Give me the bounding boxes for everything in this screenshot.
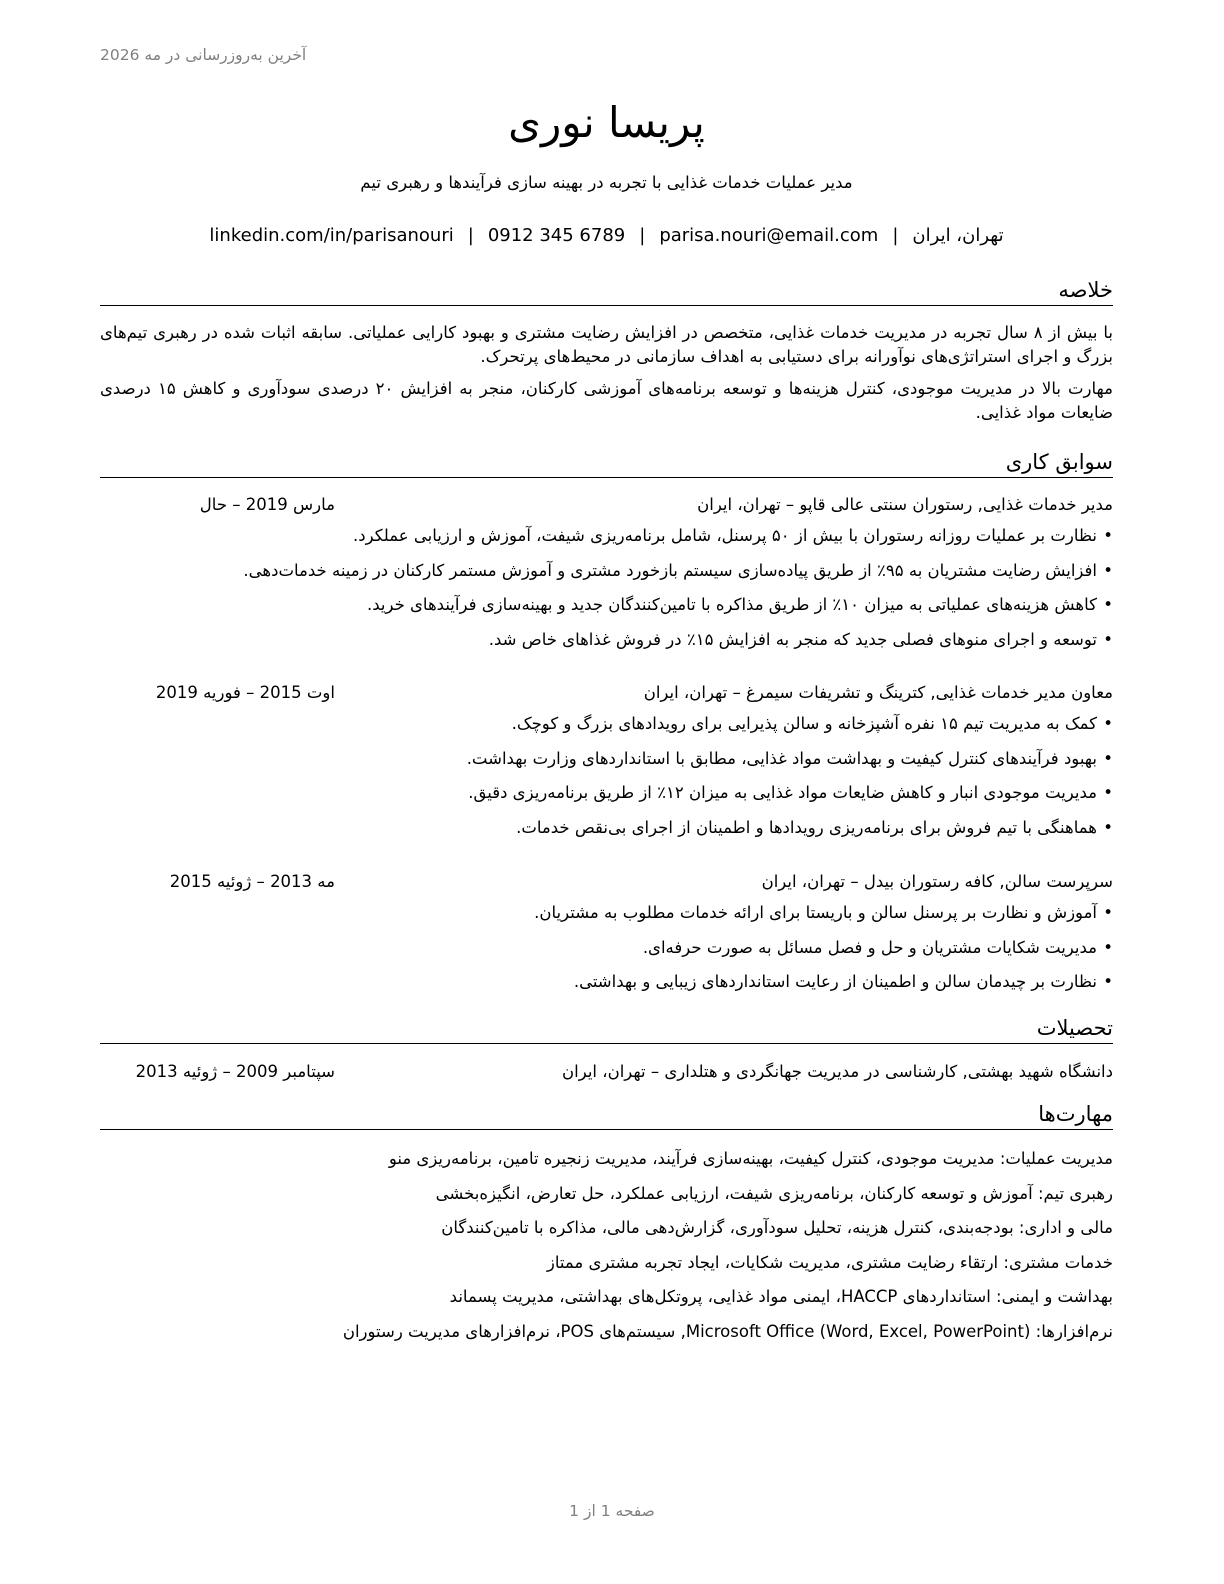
- skill-line: نرم‌افزارها: Microsoft Office (Word, Excel, PowerPoint), سیستم‌های POS، نرم‌افزارهای مدیریت رستوران: [342, 1321, 1113, 1341]
- skill-line: رهبری تیم: آموزش و توسعه کارکنان، برنامه‌ریزی شیفت، ارزیابی عملکرد، حل تعارض، انگیزه‌بخشی: [435, 1183, 1113, 1203]
- skill-line: مدیریت عملیات: مدیریت موجودی، کنترل کیفیت، بهینه‌سازی فرآیند، مدیریت زنجیره تامین، برنامه‌ریزی منو: [388, 1149, 1113, 1168]
- candidate-name: پریسا نوری: [508, 98, 705, 147]
- linkedin-link[interactable]: linkedin.com/in/parisanouri: [209, 225, 454, 246]
- job-title: سرپرست سالن, کافه رستوران بیدل – تهران، ایران: [761, 872, 1113, 891]
- job-bullet: • مدیریت موجودی انبار و کاهش ضایعات مواد غذایی به میزان ۱۲٪ از طریق برنامه‌ریزی دقیق.: [100, 778, 1113, 813]
- job-bullet: • هماهنگی با تیم فروش برای برنامه‌ریزی رویدادها و اطمینان از اجرای بی‌نقص خدمات.: [100, 813, 1113, 848]
- job-bullet: • افزایش رضایت مشتریان به ۹۵٪ از طریق پیاده‌سازی سیستم بازخورد مشتری و آموزش مستمر کارکنان در زمینه خدمات‌دهی.: [100, 556, 1113, 591]
- candidate-headline: مدیر عملیات خدمات غذایی با تجربه در بهینه سازی فرآیندها و رهبری تیم: [360, 173, 853, 192]
- job-bullet: • نظارت بر چیدمان سالن و اطمینان از رعایت استانداردهای زیبایی و بهداشتی.: [100, 967, 1113, 1002]
- job-bullet: • کمک به مدیریت تیم ۱۵ نفره آشپزخانه و سالن پذیرایی برای رویدادهای بزرگ و کوچک.: [100, 709, 1113, 744]
- summary-body: [100, 321, 1113, 433]
- job-header: [100, 869, 1113, 895]
- job-bullet: • کاهش هزینه‌های عملیاتی به میزان ۱۰٪ از طریق مذاکره با تامین‌کنندگان جدید و بهینه‌سازی فرآیندهای خرید.: [100, 590, 1113, 625]
- skills-list: [100, 1145, 1113, 1352]
- education-entry: [100, 1059, 1113, 1085]
- skills-heading: مهارت‌ها: [100, 1101, 1113, 1130]
- skill-line: مالی و اداری: بودجه‌بندی، کنترل هزینه، تحلیل سودآوری، گزارش‌دهی مالی، مذاکره با تامین‌کنندگان: [441, 1218, 1113, 1237]
- job-bullet: • توسعه و اجرای منوهای فصلی جدید که منجر به افزایش ۱۵٪ در فروش غذاهای خاص شد.: [100, 625, 1113, 660]
- contact-line: [100, 224, 1113, 248]
- email-link[interactable]: parisa.nouri@email.com: [659, 225, 879, 246]
- job-dates: مه 2013 – ژوئیه 2015: [169, 872, 335, 891]
- skill-line: خدمات مشتری: ارتقاء رضایت مشتری، مدیریت شکایات، ایجاد تجربه مشتری ممتاز: [546, 1252, 1113, 1272]
- education-dates: سپتامبر 2009 – ژوئیه 2013: [135, 1062, 335, 1081]
- job-dates: مارس 2019 – حال: [199, 495, 335, 514]
- education-heading: تحصیلات: [100, 1015, 1113, 1044]
- job-header: [100, 680, 1113, 706]
- job-header: [100, 492, 1113, 518]
- location-text: تهران، ایران: [912, 225, 1004, 246]
- contact-separator: |: [892, 225, 899, 246]
- job-bullet: • آموزش و نظارت بر پرسنل سالن و باریستا برای ارائه خدمات مطلوب به مشتریان.: [100, 898, 1113, 933]
- page-number: صفحه 1 از 1: [569, 1502, 655, 1520]
- phone-text: 0912 345 6789: [487, 225, 626, 246]
- summary-paragraph: با بیش از ۸ سال تجربه در مدیریت خدمات غذایی، متخصص در افزایش رضایت مشتری و بهبود کارایی عملیاتی. سابقه اثبات شده در رهبری تیم‌های بزرگ و اجرای استراتژی‌های نوآورانه برای دستیابی به اهداف سازمانی در محیط‌های پرتحرک.: [100, 323, 1113, 366]
- contact-separator: |: [639, 225, 646, 246]
- job-dates: اوت 2015 – فوریه 2019: [155, 683, 335, 702]
- job-bullets: [100, 709, 1113, 847]
- job-bullet: • بهبود فرآیندهای کنترل کیفیت و بهداشت مواد غذایی، مطابق با استانداردهای وزارت بهداشت.: [100, 744, 1113, 779]
- job-bullet: • مدیریت شکایات مشتریان و حل و فصل مسائل به صورت حرفه‌ای.: [100, 933, 1113, 968]
- summary-paragraph: مهارت بالا در مدیریت موجودی، کنترل هزینه‌ها و توسعه برنامه‌های آموزشی کارکنان، منجر به افزایش ۲۰ درصدی سودآوری و کاهش ۱۵ درصدی ضایعات مواد غذایی.: [100, 379, 1113, 422]
- skill-line: بهداشت و ایمنی: استانداردهای HACCP، ایمنی مواد غذایی، پروتکل‌های بهداشتی، مدیریت پسماند: [449, 1287, 1113, 1306]
- job-bullet: • نظارت بر عملیات روزانه رستوران با بیش از ۵۰ پرسنل، شامل برنامه‌ریزی شیفت، آموزش و ارزیابی عملکرد.: [100, 521, 1113, 556]
- experience-heading: سوابق کاری: [100, 449, 1113, 478]
- job-bullets: [100, 898, 1113, 1002]
- summary-heading: خلاصه: [100, 277, 1113, 306]
- job-bullets: [100, 521, 1113, 659]
- contact-separator: |: [467, 225, 474, 246]
- education-title: دانشگاه شهید بهشتی, کارشناسی در مدیریت جهانگردی و هتلداری – تهران، ایران: [562, 1062, 1113, 1081]
- job-title: معاون مدیر خدمات غذایی, کترینگ و تشریفات سیمرغ – تهران، ایران: [643, 683, 1113, 702]
- last-updated-note: آخرین به‌روزرسانی در مه 2026: [100, 46, 307, 64]
- job-title: مدیر خدمات غذایی, رستوران سنتی عالی قاپو – تهران، ایران: [697, 495, 1113, 514]
